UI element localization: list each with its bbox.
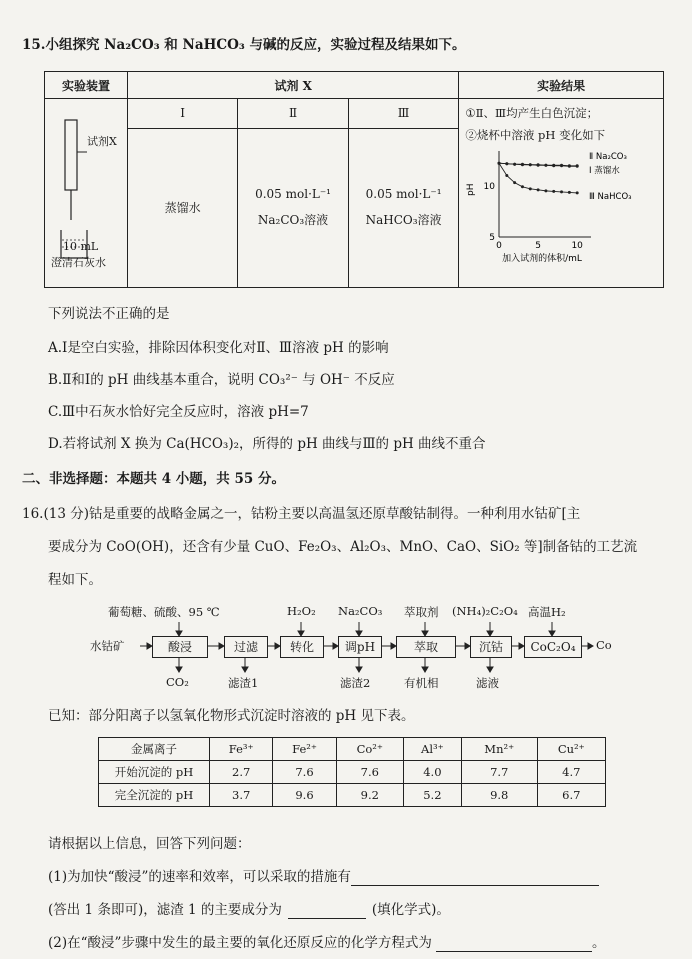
ph-cell: 4.0 [403, 761, 461, 784]
step-filter: 过滤 [224, 636, 268, 658]
ph-table-header [99, 738, 606, 761]
option-b: B.Ⅱ和Ⅰ的 pH 曲线基本重合，说明 CO₃²⁻ 与 OH⁻ 不反应 [48, 372, 395, 388]
ph-cell: 3.7 [210, 784, 273, 807]
data-point [506, 174, 509, 177]
series-label: Ⅱ Na₂CO₃ [589, 152, 628, 163]
step-adjust-ph: 调pH [338, 636, 382, 658]
header-reagent: 试剂 X [128, 72, 459, 99]
step-extract: 萃取 [396, 636, 456, 658]
ph-cell: 7.7 [461, 761, 537, 784]
output-filtrate: 滤液 [476, 676, 499, 690]
output-residue-1: 滤渣1 [228, 676, 259, 690]
ph-header-cell: Fe²⁺ [273, 738, 336, 761]
output-co2: CO₂ [166, 675, 189, 689]
ph-cell: 6.7 [537, 784, 605, 807]
data-point [521, 163, 524, 166]
ph-header-cell: Fe³⁺ [210, 738, 273, 761]
result-2: ②烧杯中溶液 pH 变化如下 [465, 128, 606, 143]
data-point [529, 187, 532, 190]
reagent-3-name: NaHCO₃溶液 [365, 213, 442, 228]
step-precipitate-cobalt: 沉钴 [470, 636, 512, 658]
reagent-1: 蒸馏水 [128, 128, 238, 287]
data-point [553, 190, 556, 193]
step-convert: 转化 [280, 636, 324, 658]
data-point [545, 164, 548, 167]
reagent-3 [348, 128, 459, 287]
input-hydrogen: 高温H₂ [528, 605, 566, 619]
subquestion-1-line-2 [48, 901, 450, 919]
data-point [576, 165, 579, 168]
input-convert: H₂O₂ [287, 604, 316, 618]
output-residue-2: 滤渣2 [340, 676, 371, 690]
apparatus-reagent-label: 试剂X [87, 135, 117, 149]
y-tick-label: 5 [489, 233, 496, 244]
table-row [99, 784, 606, 807]
ph-chart [461, 147, 661, 277]
data-point [498, 162, 501, 165]
apparatus-cell [45, 99, 128, 288]
data-point [568, 165, 571, 168]
option-a: A.Ⅰ是空白实验，排除因体积变化对Ⅱ、Ⅲ溶液 pH 的影响 [48, 340, 389, 356]
apparatus-volume-label: 10 mL [63, 240, 99, 254]
y-axis-label: pH [466, 183, 477, 197]
subquestion-1-text-3: (填化学式)。 [371, 902, 450, 918]
subquestion-1-text: (1)为加快“酸浸”的速率和效率，可以采取的措施有 [48, 869, 351, 885]
reagent-2-conc: 0.05 mol·L⁻¹ [255, 187, 331, 202]
data-point [568, 191, 571, 194]
data-point [537, 188, 540, 191]
ph-header-cell: Mn²⁺ [461, 738, 537, 761]
ph-cell: 开始沉淀的 pH [99, 761, 210, 784]
question-16-intro-3: 程如下。 [48, 572, 102, 588]
series-label: Ⅰ 蒸馏水 [589, 166, 621, 177]
column-label-3: Ⅲ [348, 99, 459, 129]
data-point [545, 190, 548, 193]
answer-blank-3[interactable] [436, 937, 592, 952]
flow-start: 水钴矿 [90, 639, 125, 653]
ph-cell: 完全沉淀的 pH [99, 784, 210, 807]
x-axis-label: 加入试剂的体积/mL [502, 254, 583, 265]
step-acid-leach: 酸浸 [152, 636, 208, 658]
ph-header-cell: Al³⁺ [403, 738, 461, 761]
data-point [560, 191, 563, 194]
known-info: 已知：部分阳离子以氢氧化物形式沉淀时溶液的 pH 见下表。 [48, 708, 415, 724]
data-point [529, 163, 532, 166]
result-1: ①Ⅱ、Ⅲ均产生白色沉淀； [465, 106, 599, 121]
data-point [560, 164, 563, 167]
data-point [537, 164, 540, 167]
reagent-2-name: Na₂CO₃溶液 [257, 213, 329, 228]
ph-cell: 7.6 [273, 761, 336, 784]
subquestion-1-text-2: (答出 1 条即可)，滤渣 1 的主要成分为 [48, 902, 282, 918]
apparatus-solution-label: 澄清石灰水 [51, 256, 106, 270]
ph-cell: 9.2 [336, 784, 403, 807]
ph-cell: 9.6 [273, 784, 336, 807]
input-acid-leach: 葡萄糖、硫酸、95 ℃ [108, 605, 220, 619]
subquestion-2-text: (2)在“酸浸”步骤中发生的最主要的氧化还原反应的化学方程式为 [48, 935, 432, 951]
x-tick-label: 5 [535, 241, 542, 252]
ph-cell: 2.7 [210, 761, 273, 784]
option-c: C.Ⅲ中石灰水恰好完全反应时，溶液 pH=7 [48, 404, 309, 420]
ph-cell: 7.6 [336, 761, 403, 784]
table-row [99, 761, 606, 784]
data-point [506, 162, 509, 165]
input-extract: 萃取剂 [404, 605, 439, 619]
data-point [514, 163, 517, 166]
ph-cell: 4.7 [537, 761, 605, 784]
option-d: D.若将试剂 X 换为 Ca(HCO₃)₂，所得的 pH 曲线与Ⅲ的 pH 曲线不重合 [48, 436, 486, 452]
flow-end: Co [596, 638, 612, 652]
output-organic-phase: 有机相 [404, 676, 439, 690]
header-result: 实验结果 [459, 72, 664, 99]
subquestion-1-line-1 [48, 868, 599, 886]
ph-cell: 9.8 [461, 784, 537, 807]
ph-header-cell: Cu²⁺ [537, 738, 605, 761]
question-15-stem: 下列说法不正确的是 [48, 306, 170, 322]
ph-cell: 5.2 [403, 784, 461, 807]
x-tick-label: 10 [571, 241, 584, 252]
header-apparatus: 实验装置 [45, 72, 128, 99]
column-label-2: Ⅱ [238, 99, 349, 129]
ph-header-cell: Co²⁺ [336, 738, 403, 761]
column-label-1: Ⅰ [128, 99, 238, 129]
step-cobalt-oxalate: CoC₂O₄ [524, 636, 582, 658]
result-cell [459, 99, 664, 288]
question-15-title: 15.小组探究 Na₂CO₃ 和 NaHCO₃ 与碱的反应，实验过程及结果如下。 [22, 37, 466, 53]
subquestion-2-end: 。 [591, 935, 606, 951]
experiment-table [44, 71, 664, 288]
series-label: Ⅲ NaHCO₃ [589, 192, 632, 203]
answer-blank-1[interactable] [351, 871, 599, 886]
question-16-intro-2: 要成分为 CoO(OH)，还含有少量 CuO、Fe₂O₃、Al₂O₃、MnO、CaO、SiO₂ 等]制备钴的工艺流 [48, 539, 638, 555]
subquestion-2 [48, 934, 605, 952]
question-16-intro-1: 16.(13 分)钴是重要的战略金属之一，钴粉主要以高温氢还原草酸钴制得。一种利用水钴矿[主 [22, 506, 581, 522]
answer-blank-2[interactable] [288, 904, 366, 919]
data-point [553, 164, 556, 167]
input-adjust-ph: Na₂CO₃ [338, 604, 383, 618]
ph-table [98, 737, 606, 807]
input-precipitate: (NH₄)₂C₂O₄ [452, 604, 518, 618]
answer-prompt: 请根据以上信息，回答下列问题： [48, 836, 251, 852]
reagent-2 [238, 128, 349, 287]
reagent-3-conc: 0.05 mol·L⁻¹ [365, 187, 442, 202]
y-tick-label: 10 [483, 181, 496, 192]
data-point [514, 181, 517, 184]
ph-header-cell: 金属离子 [99, 738, 210, 761]
data-point [521, 185, 524, 188]
section-2-heading: 二、非选择题：本题共 4 小题，共 55 分。 [22, 471, 285, 487]
data-point [576, 192, 579, 195]
x-tick-label: 0 [496, 241, 503, 252]
